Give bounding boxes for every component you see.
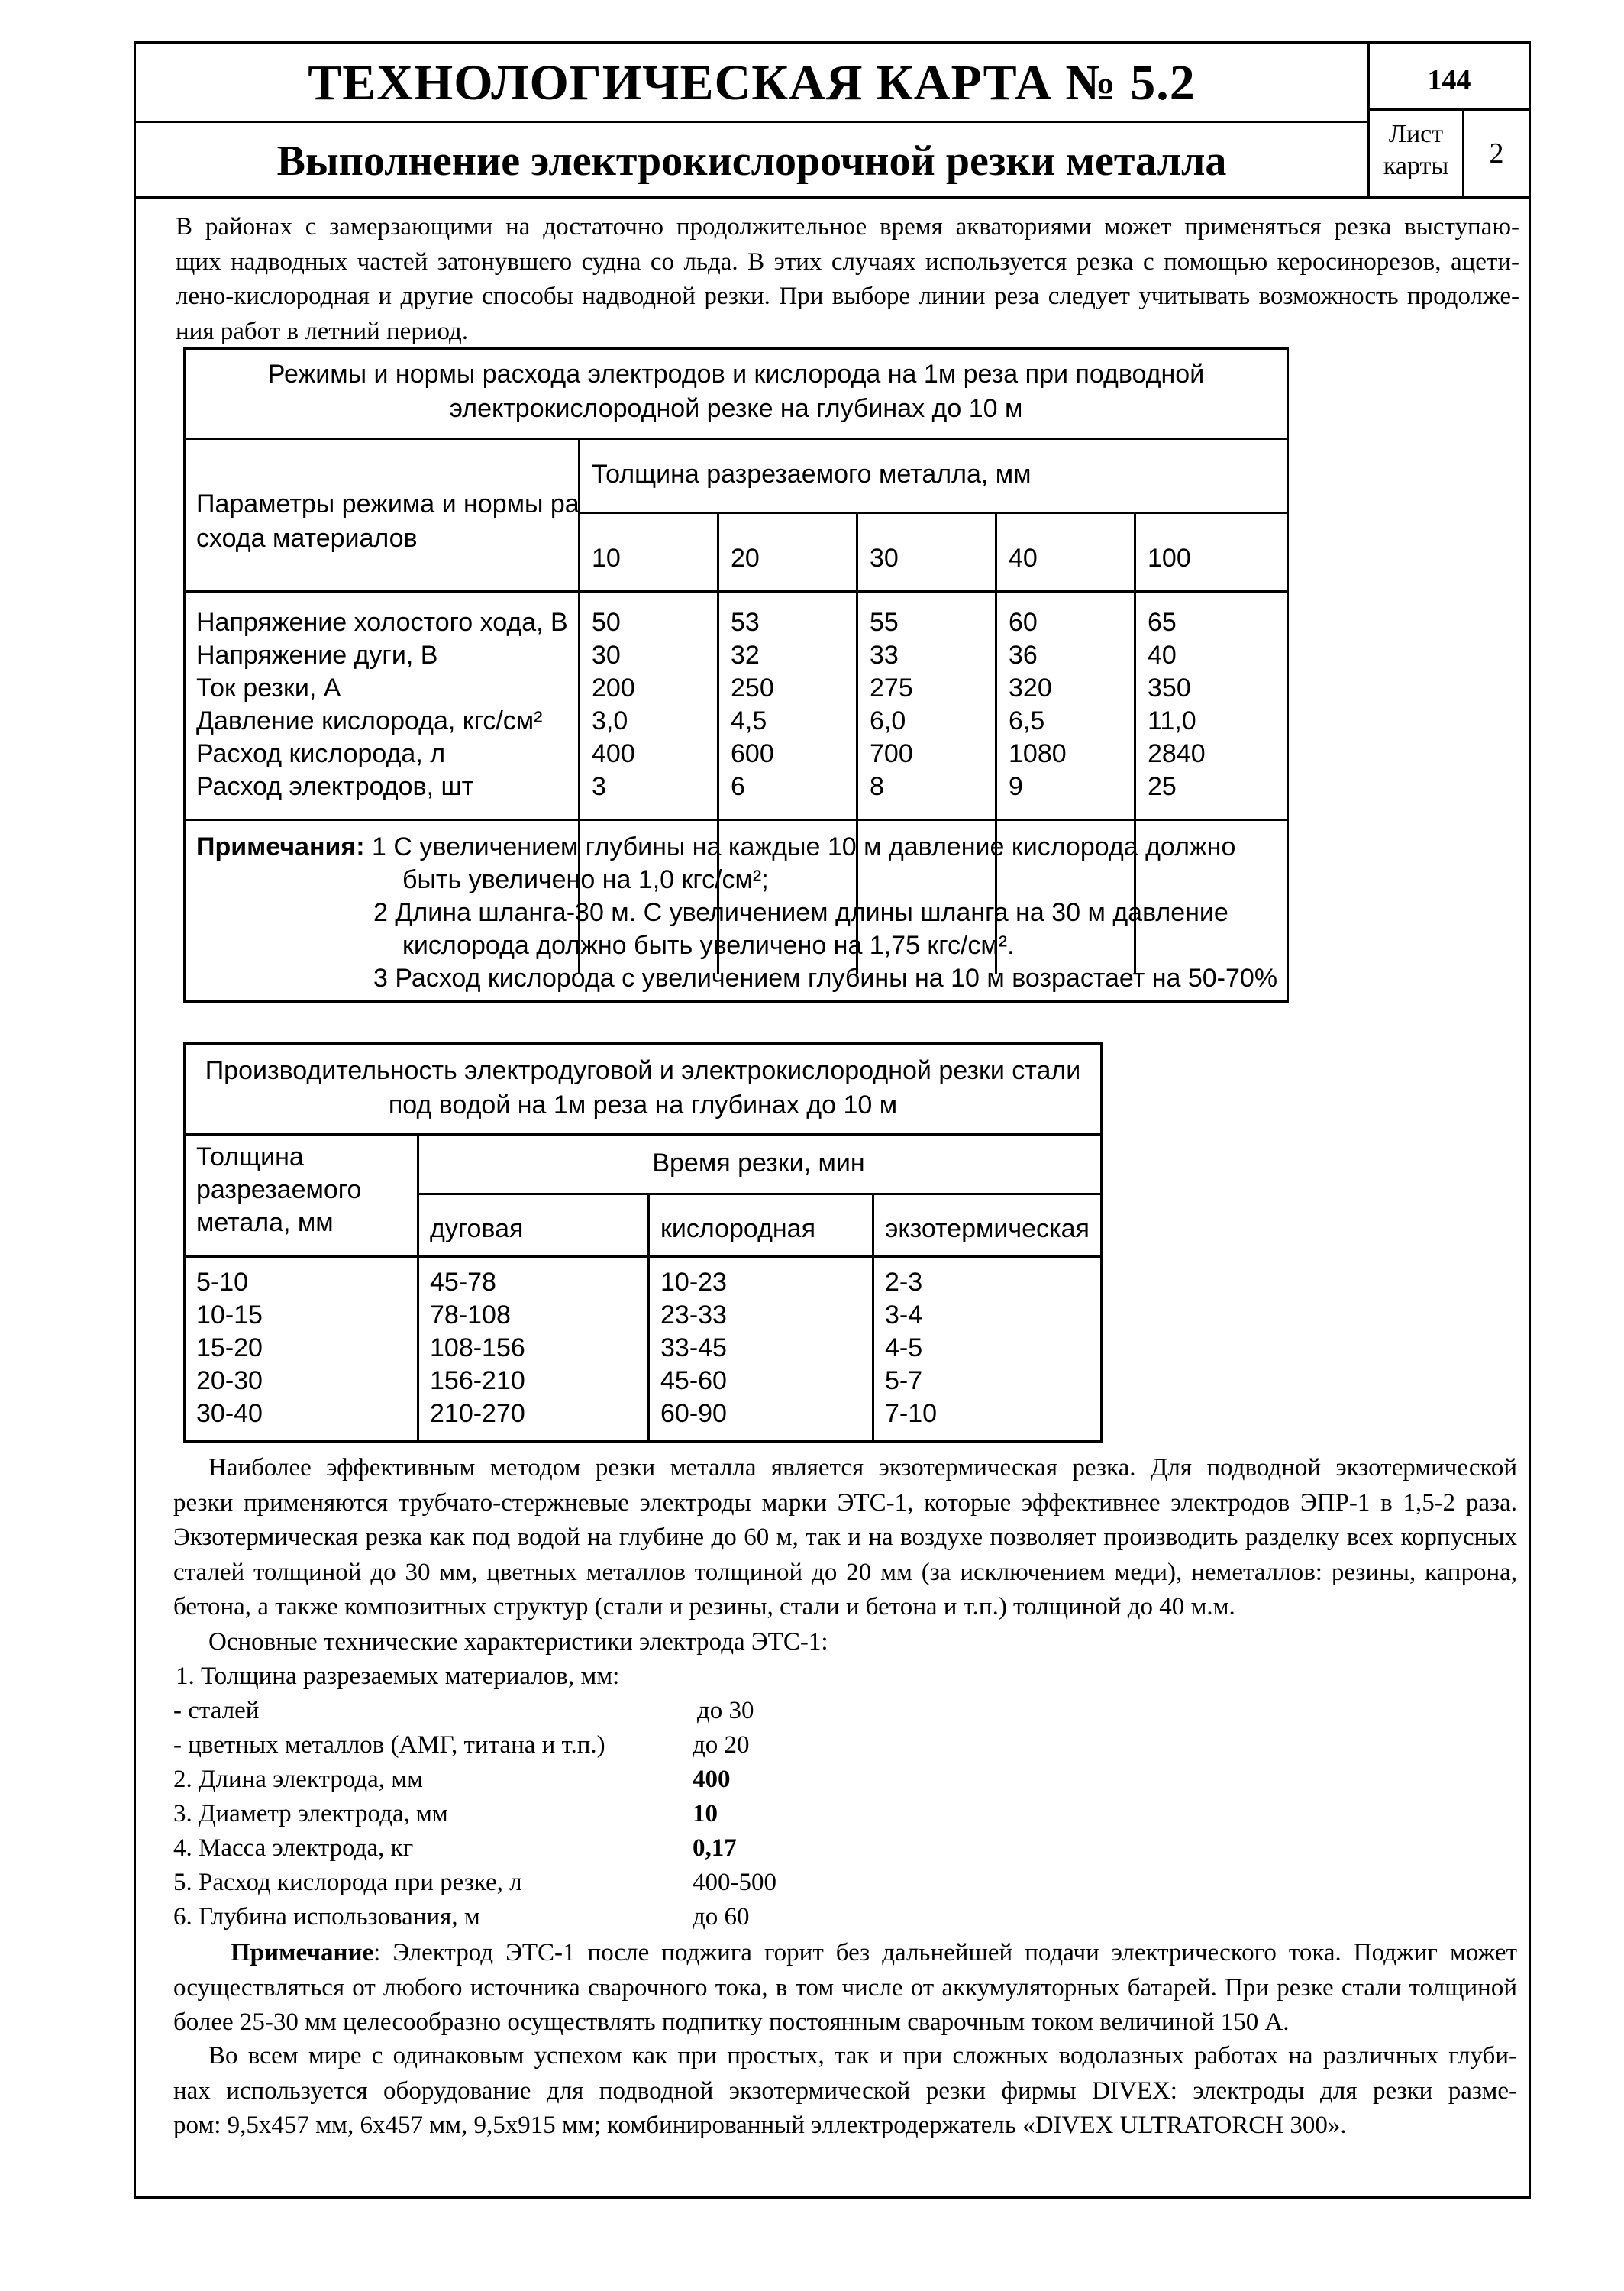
- values-column-20: [731, 606, 774, 803]
- table-cell: 40: [1148, 641, 1177, 670]
- param-header-line: схода материалов: [196, 524, 418, 553]
- table-cell: 45-60: [660, 1366, 727, 1395]
- values-column-10: [592, 606, 635, 803]
- table-cell: 6: [731, 772, 745, 801]
- spec-label: 1. Толщина разрезаемых материалов, мм:: [176, 1663, 620, 1690]
- table2-divider: [417, 1193, 1100, 1195]
- paragraph-line: Экзотермическая резка как под водой на глубине до 60 м, так и на воздухе позволяет производить разделку всех корпусных: [173, 1524, 1517, 1551]
- intro-line: ния работ в летний период.: [176, 317, 469, 345]
- paragraph-line: бетона, а также композитных структур (стали и резины, стали и бетона и т.п.) толщиной до 40 м.м.: [173, 1593, 1235, 1621]
- cutting-modes-table: [183, 347, 1289, 1003]
- note-label: Примечание: [231, 1939, 374, 1966]
- spec-row: [173, 1694, 754, 1728]
- note-text: быть увеличено на 1,0 кгс/см²;: [402, 865, 769, 894]
- table1-divider: [186, 590, 1287, 593]
- exothermic-paragraph: [173, 1451, 1517, 1625]
- spec-value: до 60: [693, 1903, 750, 1931]
- table1-divider: [186, 819, 1287, 821]
- table-cell: 23-33: [660, 1301, 727, 1330]
- table-cell: 2840: [1148, 739, 1206, 768]
- table-cell: 200: [592, 674, 635, 703]
- paragraph-line: Во всем мире с одинаковым успехом как при простых, так и при сложных водолазных работах на различных глуби-: [208, 2042, 1517, 2070]
- specs-title: Основные технические характеристики электрода ЭТС-1:: [208, 1628, 828, 1656]
- spec-row: [173, 1866, 776, 1900]
- oxygen-time-values: [660, 1266, 727, 1430]
- table1-notes: [196, 831, 1280, 995]
- spec-row: [173, 1728, 750, 1763]
- sheet-label: [1370, 111, 1464, 196]
- table-cell: 6,5: [1009, 706, 1045, 735]
- intro-line: щих надводных частей затонувшего судна со льда. В этих случаях используется резка с помощью керосинорезов, ацети-: [176, 247, 1519, 276]
- col-header-exothermic: экзотермическая: [885, 1214, 1090, 1243]
- card-title: ТЕХНОЛОГИЧЕСКАЯ КАРТА № 5.2: [136, 44, 1370, 123]
- table-cell: 33: [870, 641, 899, 670]
- spec-row: [173, 1831, 737, 1866]
- note-text: : Электрод ЭТС-1 после поджига горит без дальнейшей подачи электрического тока. Поджиг может: [373, 1939, 1517, 1966]
- table-cell: 4-5: [885, 1333, 923, 1362]
- table-cell: 30-40: [196, 1399, 263, 1428]
- page-number: 144: [1370, 44, 1529, 111]
- table-cell: 8: [870, 772, 884, 801]
- table1-caption-line: Режимы и нормы расхода электродов и кислорода на 1м реза при подводной: [267, 360, 1205, 389]
- table-cell: 210-270: [430, 1399, 525, 1428]
- thickness-40: 40: [1009, 544, 1038, 573]
- table-cell: 1080: [1009, 739, 1067, 768]
- thickness-header-line: разрезаемого: [196, 1175, 362, 1204]
- parameter-label: Расход электродов, шт: [196, 772, 474, 801]
- table1-divider: [578, 512, 1287, 514]
- table-cell: 33-45: [660, 1333, 727, 1362]
- table-cell: 4,5: [731, 706, 767, 735]
- table1-caption-line: электрокислородной резке на глубинах до 10 м: [449, 394, 1023, 423]
- divex-paragraph: [173, 2039, 1517, 2144]
- table-cell: 60: [1009, 608, 1038, 637]
- intro-paragraph: [176, 210, 1519, 349]
- thickness-header-line: Толщина: [196, 1142, 304, 1171]
- thickness-header: Толщина разрезаемого металла, мм: [592, 460, 1032, 489]
- table-cell: 600: [731, 739, 774, 768]
- table-cell: 9: [1009, 772, 1023, 801]
- spec-value: 400: [693, 1766, 731, 1793]
- spec-value: 10: [693, 1800, 718, 1827]
- parameter-label: Давление кислорода, кгс/см²: [196, 706, 543, 735]
- header-divider: [136, 196, 1529, 199]
- table-cell: 50: [592, 608, 621, 637]
- note-text: 2 Длина шланга-30 м. С увеличением длины шланга на 30 м давление: [373, 898, 1228, 927]
- table-cell: 20-30: [196, 1366, 263, 1395]
- table-cell: 36: [1009, 641, 1038, 670]
- paragraph-line: [173, 1936, 1517, 1971]
- thickness-20: 20: [731, 544, 760, 573]
- values-column-40: [1009, 606, 1067, 803]
- table-cell: 5-10: [196, 1268, 249, 1297]
- table-cell: 3: [592, 772, 606, 801]
- paragraph-line: сталей толщиной до 30 мм, цветных металлов толщиной до 20 мм (за исключением меди), неметаллов: резины, капрона,: [173, 1558, 1517, 1586]
- table-cell: 10-23: [660, 1268, 727, 1297]
- spec-label: 6. Глубина использования, м: [173, 1903, 480, 1931]
- parameter-label: Напряжение холостого хода, В: [196, 608, 568, 637]
- note-text: 1 С увеличением глубины на каждые 10 м давление кислорода должно: [372, 832, 1236, 861]
- spec-label: 5. Расход кислорода при резке, л: [173, 1869, 522, 1896]
- table1-divider: [186, 438, 1287, 440]
- spec-label: 3. Диаметр электрода, мм: [173, 1800, 448, 1827]
- table-cell: 400: [592, 739, 635, 768]
- col-header-oxygen: кислородная: [660, 1214, 816, 1243]
- table-cell: 32: [731, 641, 760, 670]
- thickness-10: 10: [592, 544, 621, 573]
- table-cell: 5-7: [885, 1366, 923, 1395]
- table-cell: 78-108: [430, 1301, 511, 1330]
- paragraph-line: ром: 9,5х457 мм, 6х457 мм, 9,5х915 мм; комбинированный эллектродержатель «DIVEX ULTRATORCH 300».: [173, 2112, 1347, 2139]
- table-cell: 11,0: [1148, 706, 1196, 735]
- table-cell: 320: [1009, 674, 1052, 703]
- spec-label: 4. Масса электрода, кг: [173, 1834, 414, 1862]
- table-cell: 700: [870, 739, 913, 768]
- table-cell: 60-90: [660, 1399, 727, 1428]
- spec-value: 0,17: [693, 1834, 737, 1862]
- table1-caption: [186, 357, 1287, 426]
- spec-value: до 30: [697, 1697, 754, 1724]
- table2-thickness-header: [196, 1141, 361, 1239]
- table-cell: 53: [731, 608, 760, 637]
- table1-param-header: [196, 487, 746, 556]
- note-paragraph: [173, 1936, 1517, 2041]
- spec-value: 400-500: [693, 1869, 776, 1896]
- sheet-label-line1: Лист: [1388, 120, 1444, 148]
- table-cell: 6,0: [870, 706, 906, 735]
- table-cell: 10-15: [196, 1301, 263, 1330]
- note-text: кислорода должно быть увеличено на 1,75 кгс/см².: [402, 931, 1015, 960]
- table2-divider: [186, 1133, 1100, 1136]
- thickness-30: 30: [870, 544, 899, 573]
- sheet-label-line2: карты: [1383, 152, 1449, 180]
- table2-divider: [417, 1133, 419, 1440]
- col-header-arc: дуговая: [430, 1214, 524, 1243]
- spec-value: до 20: [693, 1731, 750, 1759]
- parameter-labels: [196, 606, 578, 803]
- parameter-label: Расход кислорода, л: [196, 739, 446, 768]
- table-cell: 156-210: [430, 1366, 525, 1395]
- table-cell: 15-20: [196, 1333, 263, 1362]
- parameter-label: Напряжение дуги, В: [196, 641, 438, 670]
- spec-row: [173, 1763, 731, 1797]
- spec-row: [173, 1797, 718, 1831]
- spec-label: - сталей: [173, 1697, 260, 1724]
- table-cell: 350: [1148, 674, 1191, 703]
- paragraph-line: Наиболее эффективным методом резки металла является экзотермическая резка. Для подводной экзотермической: [208, 1454, 1517, 1482]
- param-header-line: Параметры режима и нормы ра: [196, 490, 580, 519]
- paragraph-line: более 25-30 мм целесообразно осуществлять подпитку постоянным сварочным током величиной 150 А.: [173, 2008, 1290, 2036]
- time-header: Время резки, мин: [652, 1149, 865, 1178]
- table-cell: 108-156: [430, 1333, 525, 1362]
- values-column-30: [870, 606, 913, 803]
- table-cell: 25: [1148, 772, 1177, 801]
- table2-divider: [872, 1193, 874, 1440]
- thickness-header-line: метала, мм: [196, 1208, 334, 1237]
- paragraph-line: нах используется оборудование для подводной экзотермической резки фирмы DIVEX: электроды для резки разме-: [173, 2076, 1517, 2105]
- intro-line: В районах с замерзающими на достаточно продолжительное время акваториями может применяться резка выступаю-: [176, 213, 1519, 241]
- parameter-label: Ток резки, А: [196, 674, 341, 703]
- table-cell: 275: [870, 674, 913, 703]
- exothermic-time-values: [885, 1266, 937, 1430]
- card-subtitle: Выполнение электрокислорочной резки металла: [136, 123, 1370, 196]
- table-cell: 30: [592, 641, 621, 670]
- cutting-productivity-table: [183, 1042, 1103, 1443]
- table2-caption-line: под водой на 1м реза на глубинах до 10 м: [388, 1091, 898, 1120]
- arc-time-values: [430, 1266, 525, 1430]
- table-cell: 3-4: [885, 1301, 923, 1330]
- intro-line: лено-кислородная и другие способы надводной резки. При выборе линии реза следует учитывать возможность продолже-: [176, 283, 1519, 310]
- table-cell: 65: [1148, 608, 1177, 637]
- table-cell: 250: [731, 674, 774, 703]
- table2-caption: [186, 1054, 1100, 1123]
- table-cell: 3,0: [592, 706, 628, 735]
- table-cell: 7-10: [885, 1399, 938, 1428]
- sheet-number: 2: [1489, 137, 1504, 170]
- table-cell: 2-3: [885, 1268, 923, 1297]
- spec-row: [176, 1659, 619, 1694]
- spec-row: [173, 1900, 750, 1934]
- table-cell: 55: [870, 608, 899, 637]
- table2-caption-line: Производительность электродуговой и электрокислородной резки стали: [205, 1056, 1081, 1085]
- spec-label: - цветных металлов (АМГ, титана и т.п.): [173, 1731, 605, 1759]
- paragraph-line: резки применяются трубчато-стержневые электроды марки ЭТС-1, которые эффективнее электродов ЭПР-1 в 1,5-2 раза.: [173, 1488, 1517, 1517]
- thickness-100: 100: [1148, 544, 1191, 573]
- values-column-100: [1148, 606, 1206, 803]
- table-cell: 45-78: [430, 1268, 496, 1297]
- notes-label: Примечания:: [196, 832, 365, 861]
- spec-label: 2. Длина электрода, мм: [173, 1766, 424, 1793]
- note-text: 3 Расход кислорода с увеличением глубины на 10 м возрастает на 50-70%: [373, 964, 1278, 993]
- thickness-values: [196, 1266, 263, 1430]
- table2-divider: [647, 1193, 650, 1440]
- paragraph-line: осуществляться от любого источника сварочного тока, в том числе от аккумуляторных батарей. При резке стали толщиной: [173, 1973, 1517, 2002]
- table2-divider: [186, 1255, 1100, 1258]
